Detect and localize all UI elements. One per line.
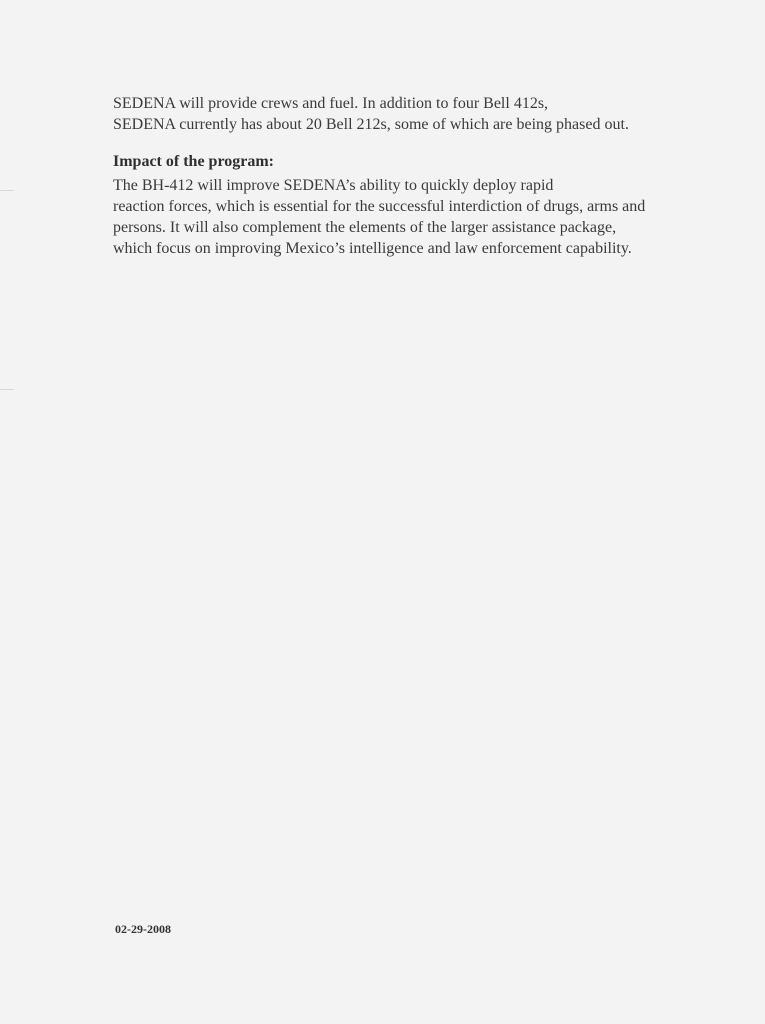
impact-paragraph: The BH-412 will improve SEDENA’s ability to quickly deploy rapid reaction forces, which is essential for the successful interdiction of drugs, arms and persons. It will also complement the elements of the larger assistance package, which focus on improving Mexico’s intelligence and law enforcement capability. — [113, 177, 646, 257]
program-support-paragraph: SEDENA will provide crews and fuel. In addition to four Bell 412s, SEDENA currently has about 20 Bell 212s, some of which are being phased out. — [113, 95, 629, 133]
impact-heading: Impact of the program: — [113, 153, 275, 170]
scan-edge-mark — [0, 190, 14, 191]
document-date: 02-29-2008 — [115, 922, 171, 936]
scan-edge-mark — [0, 389, 14, 390]
